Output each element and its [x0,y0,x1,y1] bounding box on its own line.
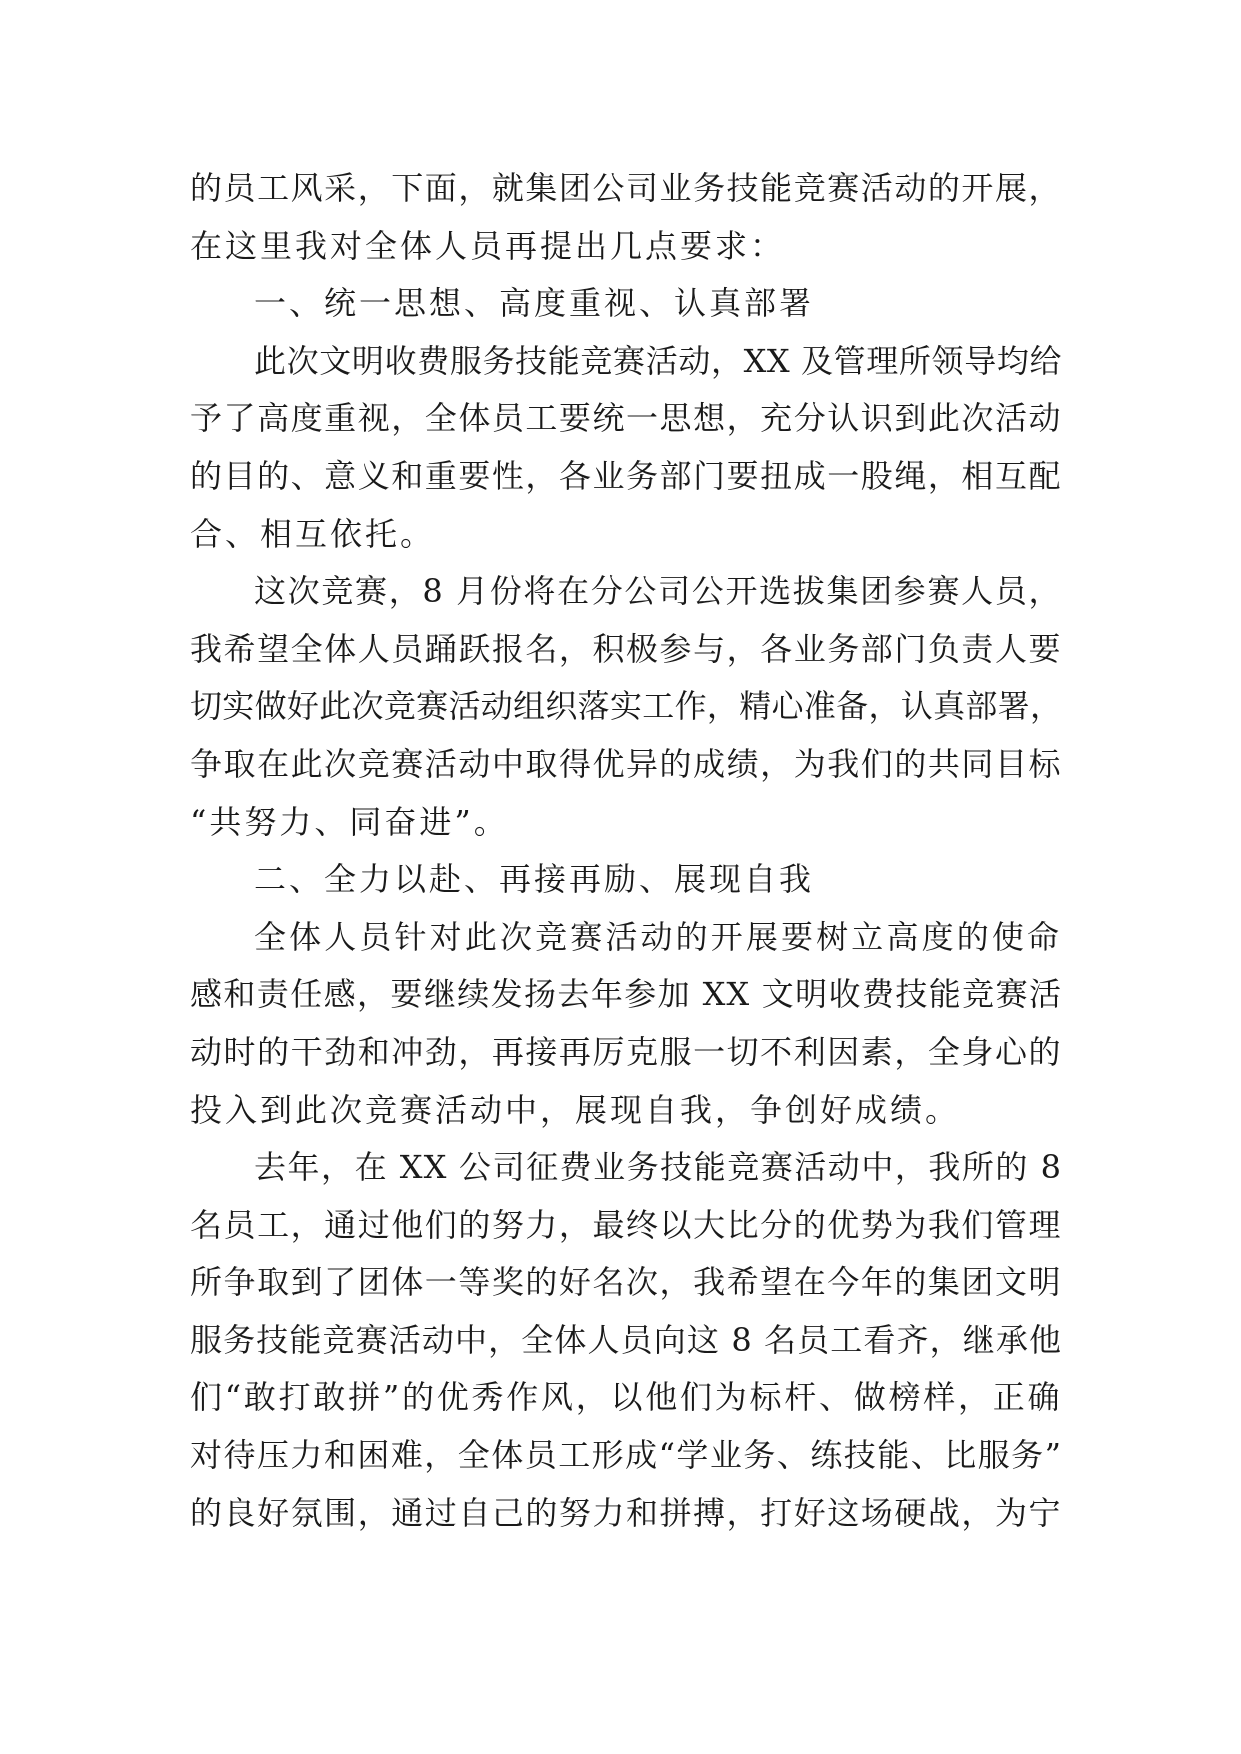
text-line: 切实做好此次竞赛活动组织落实工作，精心准备，认真部署， [190,687,1062,726]
text-line: 投入到此次竞赛活动中，展现自我，争创好成绩。 [190,1090,961,1129]
text-line: 的良好氛围，通过自己的努力和拼搏，打好这场硬战，为宁 [190,1493,1062,1532]
text-line: 动时的干劲和冲劲，再接再厉克服一切不利因素，全身心的 [190,1032,1062,1071]
document-body [190,160,1062,1542]
text-line: 予了高度重视，全体员工要统一思想，充分认识到此次活动 [190,399,1062,438]
text-line: 我希望全体人员踊跃报名，积极参与，各业务部门负责人要 [190,629,1062,668]
text-line: 在这里我对全体人员再提出几点要求： [190,226,786,265]
text-line: 们“敢打敢拼”的优秀作风，以他们为标杆、做榜样，正确 [190,1378,1062,1417]
text-line: 去年，在 XX 公司征费业务技能竞赛活动中，我所的 8 [254,1148,1062,1187]
text-line: 感和责任感，要继续发扬去年参加 XX 文明收费技能竞赛活 [190,975,1062,1014]
text-line: 争取在此次竞赛活动中取得优异的成绩，为我们的共同目标 [190,744,1062,783]
text-line: 对待压力和困难，全体员工形成“学业务、练技能、比服务” [190,1436,1062,1475]
text-line: 这次竞赛，8 月份将在分公司公开选拔集团参赛人员， [254,572,1062,611]
text-line: 服务技能竞赛活动中，全体人员向这 8 名员工看齐，继承他 [190,1320,1062,1359]
text-line: 的目的、意义和重要性，各业务部门要扭成一股绳，相互配 [190,456,1062,495]
text-line: 的员工风采，下面，就集团公司业务技能竞赛活动的开展， [190,169,1062,207]
text-line: 此次文明收费服务技能竞赛活动，XX 及管理所领导均给 [254,341,1062,380]
text-line: 名员工，通过他们的努力，最终以大比分的优势为我们管理 [190,1205,1062,1244]
text-line: “共努力、同奋进”。 [190,802,509,841]
text-line: 全体人员针对此次竞赛活动的开展要树立高度的使命 [254,917,1062,956]
text-line: 所争取到了团体一等奖的好名次，我希望在今年的集团文明 [190,1263,1062,1302]
text-line: 一、统一思想、高度重视、认真部署 [254,284,815,323]
text-line: 合、相互依托。 [190,514,436,553]
text-line: 二、全力以赴、再接再励、展现自我 [254,860,815,899]
